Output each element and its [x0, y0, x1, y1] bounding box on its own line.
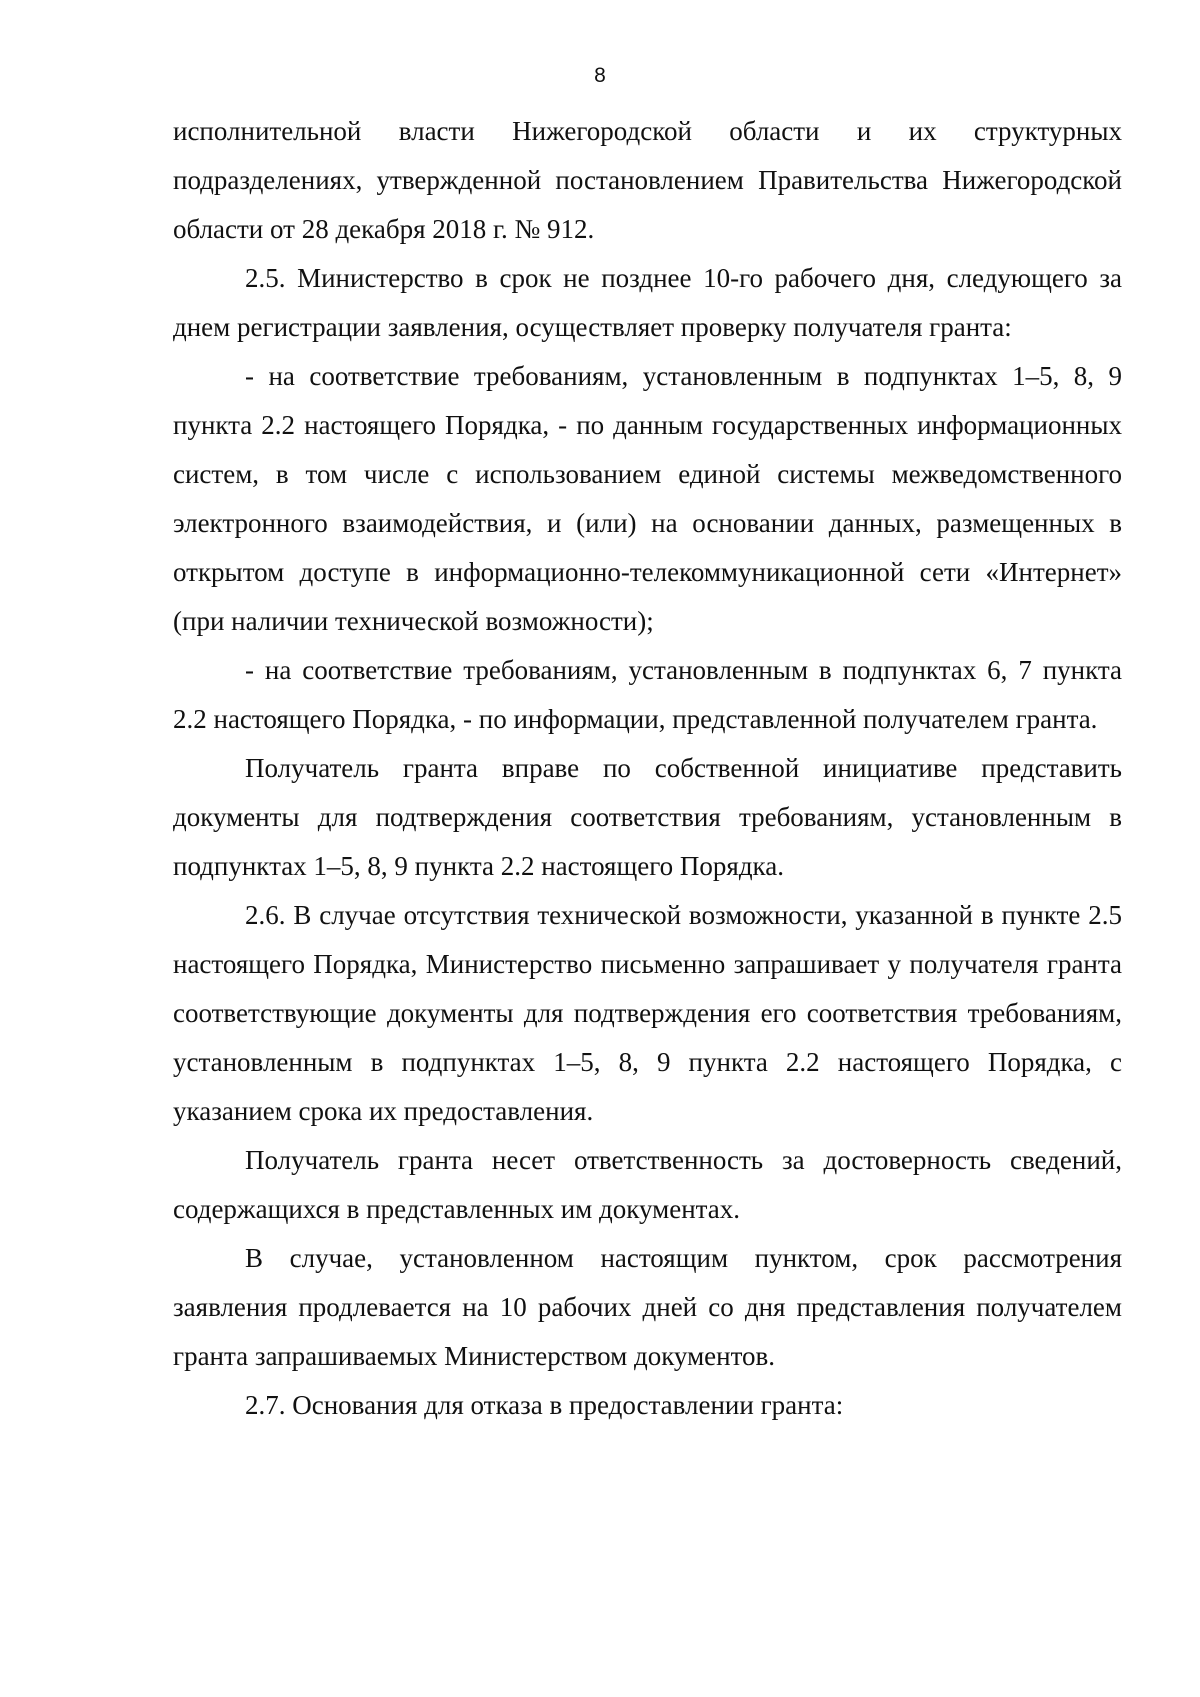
paragraph-2-7: 2.7. Основания для отказа в предоставлении гранта:	[245, 1390, 844, 1420]
paragraph-extension: В случае, установленном настоящим пунктом, срок рассмотрения заявления продлевается на 10 рабочих дней со дня представления получателем гранта запрашиваемых Министерством документов.	[173, 1243, 1122, 1371]
page-number: 8	[594, 64, 606, 87]
paragraph-2-5: 2.5. Министерство в срок не позднее 10-го рабочего дня, следующего за днем регистрации заявления, осуществляет проверку получателя гранта:	[173, 263, 1122, 342]
paragraph-responsibility: Получатель гранта несет ответственность за достоверность сведений, содержащихся в представленных им документах.	[173, 1145, 1122, 1224]
document-body	[173, 107, 1122, 1430]
paragraph-continuation: исполнительной власти Нижегородской области и их структурных подразделениях, утвержденной постановлением Правительства Нижегородской области от 28 декабря 2018 г. № 912.	[173, 116, 1122, 244]
paragraph-2-6: 2.6. В случае отсутствия технической возможности, указанной в пункте 2.5 настоящего Порядка, Министерство письменно запрашивает у получателя гранта соответствующие документы для подтверждения его соответствия требованиям, установленным в подпунктах 1–5, 8, 9 пункта 2.2 настоящего Порядка, с указанием срока их предоставления.	[173, 900, 1122, 1126]
paragraph-check-1-5-8-9: - на соответствие требованиям, установленным в подпунктах 1–5, 8, 9 пункта 2.2 настоящего Порядка, - по данным государственных информационных систем, в том числе с использованием единой системы межведомственного электронного взаимодействия, и (или) на основании данных, размещенных в открытом доступе в информационно-телекоммуникационной сети «Интернет» (при наличии технической возможности);	[173, 361, 1122, 636]
paragraph-recipient-initiative: Получатель гранта вправе по собственной инициативе представить документы для подтверждения соответствия требованиям, установленным в подпунктах 1–5, 8, 9 пункта 2.2 настоящего Порядка.	[173, 753, 1122, 881]
paragraph-check-6-7: - на соответствие требованиям, установленным в подпунктах 6, 7 пункта 2.2 настоящего Порядка, - по информации, представленной получателем гранта.	[173, 655, 1122, 734]
